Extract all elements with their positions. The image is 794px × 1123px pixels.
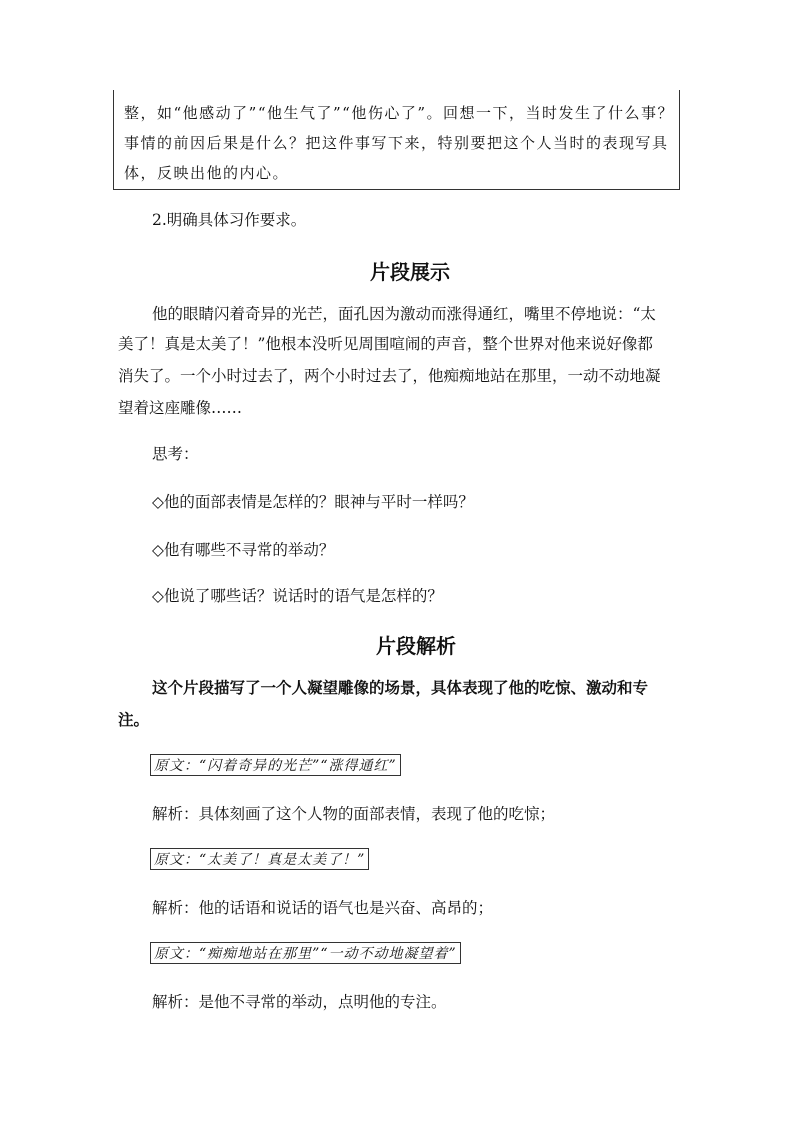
analysis-3: 解析：是他不寻常的举动，点明他的专注。 [152, 993, 447, 1011]
paragraph-line-1: 他的眼睛闪着奇异的光芒，面孔因为激动而涨得通红，嘴里不停地说：“太 [152, 305, 656, 323]
section-title-analysis: 片段解析 [376, 634, 456, 658]
summary-line-2: 注。 [118, 710, 150, 729]
question-2: ◇他有哪些不寻常的举动？ [152, 541, 335, 559]
prompt-line-3: 体，反映出他的内心。 [124, 164, 290, 182]
question-3: ◇他说了哪些话？说话时的语气是怎样的？ [152, 587, 443, 605]
quote-box-3: 原文：“痴痴地站在那里”“一动不动地凝望着” [150, 942, 461, 964]
question-1: ◇他的面部表情是怎样的？眼神与平时一样吗？ [152, 493, 474, 511]
section-title-showcase: 片段展示 [370, 260, 450, 284]
prompt-box [113, 90, 680, 190]
paragraph-line-3: 消失了。一个小时过去了，两个小时过去了，他痴痴地站在那里，一动不动地凝 [118, 367, 661, 385]
requirement-text: 2.明确具体习作要求。 [152, 211, 307, 229]
paragraph-line-2: 美了！真是太美了！”他根本没听见周围喧闹的声音，整个世界对他来说好像都 [118, 335, 653, 353]
analysis-1: 解析：具体刻画了这个人物的面部表情，表现了他的吃惊； [152, 805, 556, 823]
think-label: 思考： [152, 445, 199, 463]
paragraph-line-4: 望着这座雕像…… [118, 399, 243, 417]
quote-box-1: 原文：“闪着奇异的光芒”“涨得通红” [150, 754, 401, 776]
prompt-line-1: 整，如“他感动了”“他生气了”“他伤心了”。回想一下，当时发生了什么事？ [124, 104, 675, 122]
quote-box-2: 原文：“太美了！真是太美了！” [150, 848, 369, 870]
analysis-2: 解析：他的话语和说话的语气也是兴奋、高昂的； [152, 899, 494, 917]
prompt-line-2: 事情的前因后果是什么？把这件事写下来，特别要把这个人当时的表现写具 [124, 134, 669, 152]
summary-line-1: 这个片段描写了一个人凝望雕像的场景，具体表现了他的吃惊、激动和专 [152, 678, 649, 697]
